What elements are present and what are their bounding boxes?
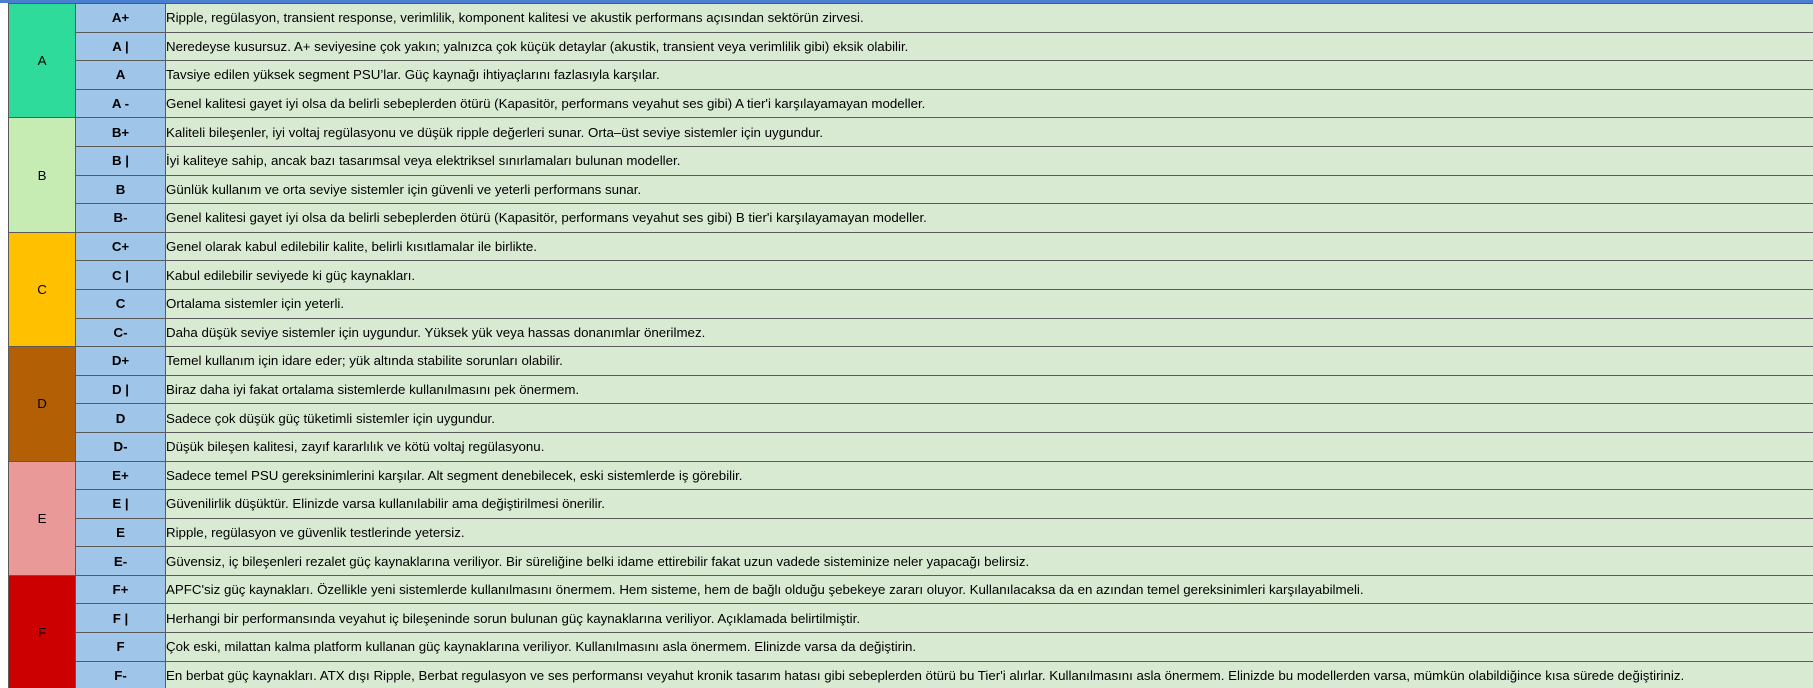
description-cell[interactable]: Sadece temel PSU gereksinimlerini karşılar. Alt segment denebilecek, eski sistemlerde iş görebilir. xyxy=(166,461,1813,490)
table-row xyxy=(9,432,1813,461)
grade-cell[interactable]: D- xyxy=(76,432,166,461)
tier-cell-b[interactable]: B xyxy=(9,118,76,232)
table-row xyxy=(9,518,1813,547)
grade-cell[interactable]: B xyxy=(76,175,166,204)
table-row xyxy=(9,4,1813,33)
grade-cell[interactable]: A | xyxy=(76,32,166,61)
grade-cell[interactable]: C+ xyxy=(76,232,166,261)
table-row xyxy=(9,547,1813,576)
description-cell[interactable]: Sadece çok düşük güç tüketimli sistemler için uygundur. xyxy=(166,404,1813,433)
tier-cell-a[interactable]: A xyxy=(9,4,76,118)
table-row xyxy=(9,232,1813,261)
description-cell[interactable]: Neredeyse kusursuz. A+ seviyesine çok yakın; yalnızca çok küçük detaylar (akustik, transient veya verimlilik gibi) eksik olabilir. xyxy=(166,32,1813,61)
description-cell[interactable]: Tavsiye edilen yüksek segment PSU’lar. Güç kaynağı ihtiyaçlarını fazlasıyla karşılar. xyxy=(166,61,1813,90)
description-cell[interactable]: Ortalama sistemler için yeterli. xyxy=(166,289,1813,318)
description-cell[interactable]: Kaliteli bileşenler, iyi voltaj regülasyonu ve düşük ripple değerleri sunar. Orta–üst seviye sistemler için uygundur. xyxy=(166,118,1813,147)
psu-tier-table xyxy=(8,3,1813,688)
description-cell[interactable]: Ripple, regülasyon ve güvenlik testlerinde yetersiz. xyxy=(166,518,1813,547)
table-row xyxy=(9,318,1813,347)
description-cell[interactable]: Düşük bileşen kalitesi, zayıf kararlılık ve kötü voltaj regülasyonu. xyxy=(166,432,1813,461)
table-row xyxy=(9,32,1813,61)
table-row xyxy=(9,661,1813,688)
table-row xyxy=(9,461,1813,490)
table-row xyxy=(9,175,1813,204)
description-cell[interactable]: Genel olarak kabul edilebilir kalite, belirli kısıtlamalar ile birlikte. xyxy=(166,232,1813,261)
grade-cell[interactable]: F xyxy=(76,633,166,662)
grade-cell[interactable]: E- xyxy=(76,547,166,576)
tier-table-body xyxy=(9,4,1813,688)
description-cell[interactable]: Kabul edilebilir seviyede ki güç kaynakları. xyxy=(166,261,1813,290)
table-row xyxy=(9,204,1813,233)
tier-cell-d[interactable]: D xyxy=(9,347,76,461)
table-row xyxy=(9,61,1813,90)
description-cell[interactable]: Temel kullanım için idare eder; yük altında stabilite sorunları olabilir. xyxy=(166,347,1813,376)
grade-cell[interactable]: B | xyxy=(76,146,166,175)
grade-cell[interactable]: F | xyxy=(76,604,166,633)
description-cell[interactable]: İyi kaliteye sahip, ancak bazı tasarımsal veya elektriksel sınırlamaları bulunan modeller. xyxy=(166,146,1813,175)
description-cell[interactable]: Çok eski, milattan kalma platform kullanan güç kaynaklarına veriliyor. Kullanılmasını asla önermem. Elinizde varsa da değiştirin. xyxy=(166,633,1813,662)
description-cell[interactable]: Herhangi bir performansında veyahut iç bileşeninde sorun bulunan güç kaynaklarına veriliyor. Açıklamada belirtilmiştir. xyxy=(166,604,1813,633)
grade-cell[interactable]: D xyxy=(76,404,166,433)
table-row xyxy=(9,404,1813,433)
grade-cell[interactable]: E xyxy=(76,518,166,547)
description-cell[interactable]: Güvenilirlik düşüktür. Elinizde varsa kullanılabilir ama değiştirilmesi önerilir. xyxy=(166,490,1813,519)
grade-cell[interactable]: C- xyxy=(76,318,166,347)
grade-cell[interactable]: F+ xyxy=(76,575,166,604)
table-row xyxy=(9,261,1813,290)
grade-cell[interactable]: E+ xyxy=(76,461,166,490)
description-cell[interactable]: Günlük kullanım ve orta seviye sistemler için güvenli ve yeterli performans sunar. xyxy=(166,175,1813,204)
grade-cell[interactable]: A+ xyxy=(76,4,166,33)
tier-cell-e[interactable]: E xyxy=(9,461,76,575)
description-cell[interactable]: Genel kalitesi gayet iyi olsa da belirli sebeplerden ötürü (Kapasitör, performans veyahut ses gibi) B tier'i karşılayamayan modeller. xyxy=(166,204,1813,233)
grade-cell[interactable]: E | xyxy=(76,490,166,519)
table-row xyxy=(9,118,1813,147)
table-row xyxy=(9,89,1813,118)
description-cell[interactable]: Genel kalitesi gayet iyi olsa da belirli sebeplerden ötürü (Kapasitör, performans veyahut ses gibi) A tier'i karşılayamayan modeller. xyxy=(166,89,1813,118)
table-row xyxy=(9,375,1813,404)
grade-cell[interactable]: C | xyxy=(76,261,166,290)
description-cell[interactable]: APFC'siz güç kaynakları. Özellikle yeni sistemlerde kullanılmasını önermem. Hem sisteme, hem de bağlı olduğu şebekeye zararı oluyor. Kullanılacaksa da en azından temel gereksinimleri karşılayabilmeli. xyxy=(166,575,1813,604)
grade-cell[interactable]: D+ xyxy=(76,347,166,376)
grade-cell[interactable]: A - xyxy=(76,89,166,118)
tier-cell-c[interactable]: C xyxy=(9,232,76,346)
table-row xyxy=(9,604,1813,633)
description-cell[interactable]: En berbat güç kaynakları. ATX dışı Ripple, Berbat regulasyon ve ses performansı veyahut kronik tasarım hatası gibi sebeplerden ötürü bu Tier'i alırlar. Kullanılmasını asla önermem. Elinizde bu modellerden varsa, mümkün olabildiğince kısa sürede değiştiriniz. xyxy=(166,661,1813,688)
grade-cell[interactable]: F- xyxy=(76,661,166,688)
grade-cell[interactable]: B- xyxy=(76,204,166,233)
table-row xyxy=(9,289,1813,318)
grade-cell[interactable]: B+ xyxy=(76,118,166,147)
grade-cell[interactable]: A xyxy=(76,61,166,90)
grade-cell[interactable]: D | xyxy=(76,375,166,404)
description-cell[interactable]: Güvensiz, iç bileşenleri rezalet güç kaynaklarına veriliyor. Bir süreliğine belki idame ettirebilir fakat uzun vadede sisteminize neler yapacağı belirsiz. xyxy=(166,547,1813,576)
grade-cell[interactable]: C xyxy=(76,289,166,318)
table-row xyxy=(9,490,1813,519)
description-cell[interactable]: Biraz daha iyi fakat ortalama sistemlerde kullanılmasını pek önermem. xyxy=(166,375,1813,404)
table-row xyxy=(9,633,1813,662)
table-row xyxy=(9,146,1813,175)
table-row xyxy=(9,347,1813,376)
description-cell[interactable]: Daha düşük seviye sistemler için uygundur. Yüksek yük veya hassas donanımlar önerilmez. xyxy=(166,318,1813,347)
table-row xyxy=(9,575,1813,604)
description-cell[interactable]: Ripple, regülasyon, transient response, verimlilik, komponent kalitesi ve akustik performans açısından sektörün zirvesi. xyxy=(166,4,1813,33)
tier-cell-f[interactable]: F xyxy=(9,575,76,688)
